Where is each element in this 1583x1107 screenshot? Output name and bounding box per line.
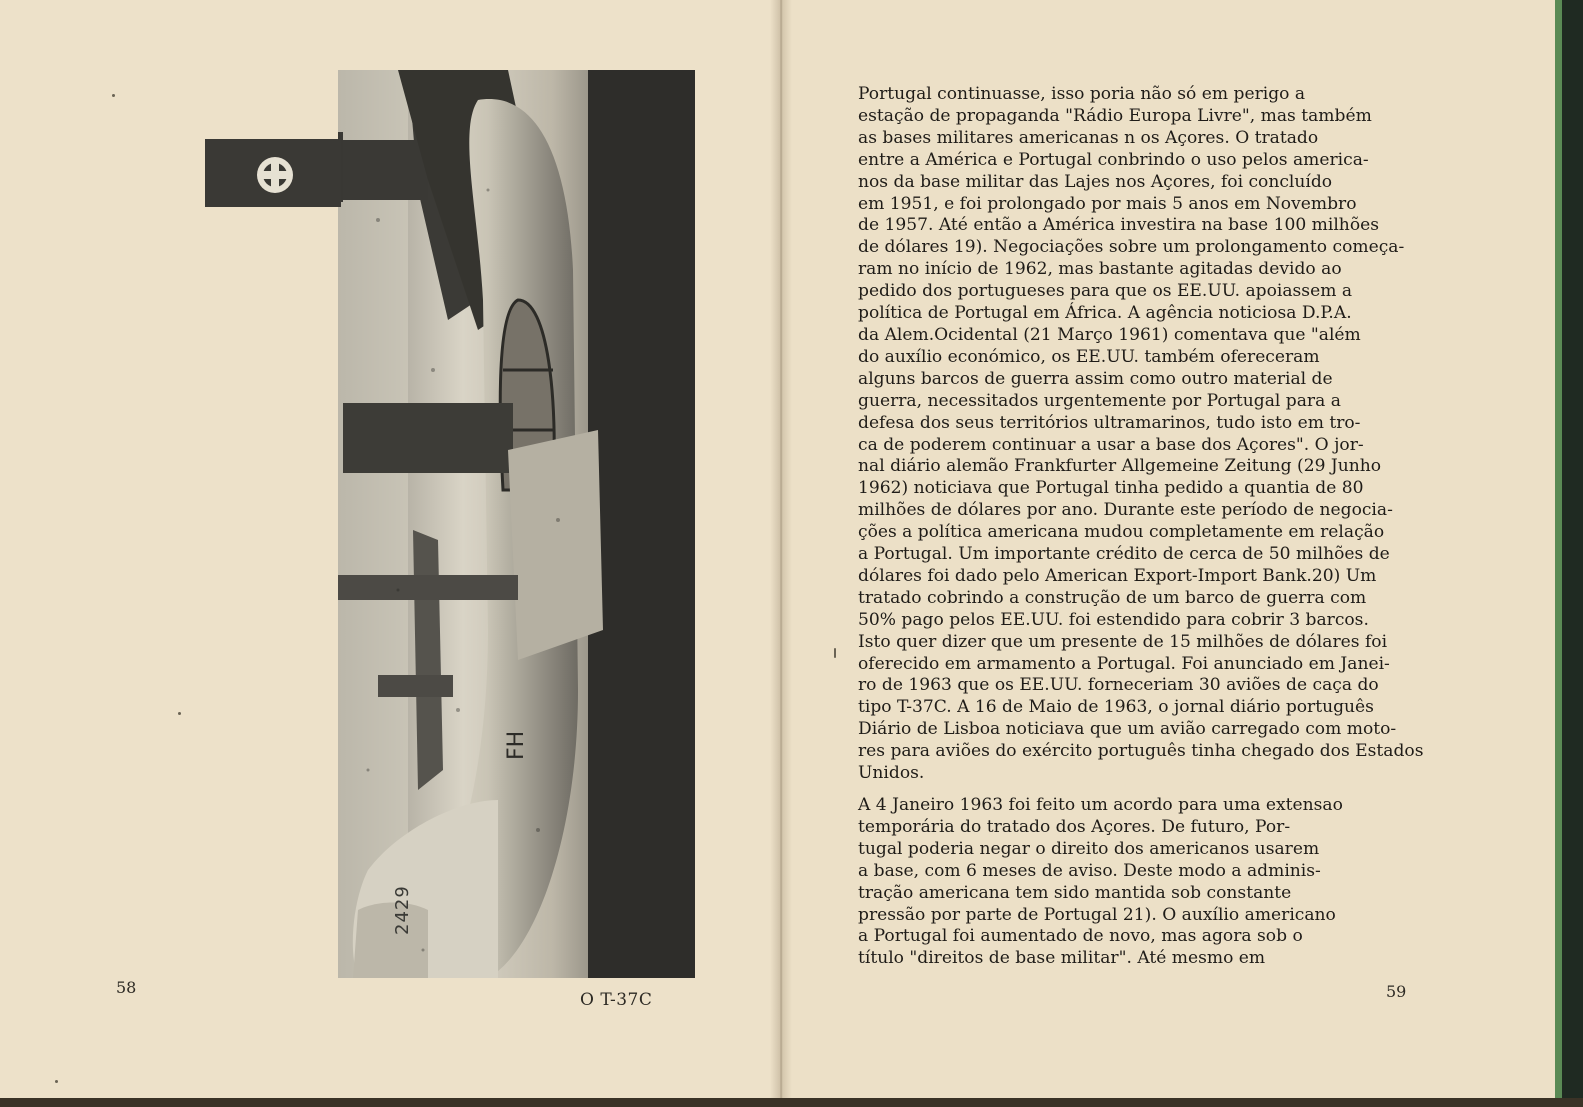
paper-speck [834, 648, 836, 658]
text-line: tração americana tem sido mantida sob constante [858, 882, 1292, 903]
tail-number: 2429 [392, 885, 413, 935]
text-line: 50% pago pelos EE.UU. foi estendido para cobrir 3 barcos. [858, 609, 1369, 630]
text-line: título "direitos de base militar". Até mesmo em [858, 948, 1266, 969]
book-gutter [770, 0, 792, 1098]
paragraph-2 [858, 795, 1498, 970]
paragraph-1 [858, 84, 1498, 785]
text-line: política de Portugal em África. A agência noticiosa D.P.A. [858, 303, 1352, 324]
text-line: estação de propaganda "Rádio Europa Livre", mas também [858, 105, 1372, 126]
text-line: entre a América e Portugal conbrindo o uso pelos america- [858, 149, 1369, 170]
text-line: res para aviões do exército português tinha chegado dos Estados [858, 741, 1424, 762]
text-line: ram no início de 1962, mas bastante agitadas devido ao [858, 259, 1342, 280]
text-line: Unidos. [858, 763, 925, 784]
text-line: milhões de dólares por ano. Durante este período de negocia- [858, 500, 1393, 521]
text-line: ro de 1963 que os EE.UU. forneceriam 30 aviões de caça do [858, 675, 1379, 696]
text-line: nos da base militar das Lajes nos Açores, foi concluído [858, 171, 1333, 192]
photo-caption: O T-37C [580, 990, 653, 1010]
left-page [0, 0, 780, 1098]
text-line: 1962) noticiava que Portugal tinha pedido a quantia de 80 [858, 478, 1364, 499]
text-line: oferecido em armamento a Portugal. Foi anunciado em Janei- [858, 653, 1390, 674]
text-line: a Portugal foi aumentado de novo, mas agora sob o [858, 926, 1303, 947]
text-line: tipo T-37C. A 16 de Maio de 1963, o jornal diário português [858, 697, 1374, 718]
text-line: Isto quer dizer que um presente de 15 milhões de dólares foi [858, 631, 1388, 652]
paper-speck [178, 712, 181, 715]
bottom-background-edge [0, 1098, 1583, 1107]
paper-speck [112, 94, 115, 97]
text-line: tugal poderia negar o direito dos americanos usarem [858, 838, 1320, 859]
text-line: tratado cobrindo a construção de um barco de guerra com [858, 587, 1367, 608]
text-line: a Portugal. Um importante crédito de cerca de 50 milhões de [858, 544, 1390, 565]
page-number-right: 59 [1386, 982, 1407, 1001]
text-line: de dólares 19). Negociações sobre um prolongamento começa- [858, 237, 1405, 258]
t37-aircraft-photo [338, 70, 695, 978]
text-line: pressão por parte de Portugal 21). O auxílio americano [858, 904, 1336, 925]
svg-text:FH: FH [504, 730, 529, 760]
text-line: do auxílio económico, os EE.UU. também ofereceram [858, 346, 1320, 367]
text-line: temporária do tratado dos Açores. De futuro, Por- [858, 816, 1291, 837]
text-line: defesa dos seus territórios ultramarinos, tudo isto em tro- [858, 412, 1361, 433]
text-line: de 1957. Até então a América investira na base 100 milhões [858, 215, 1380, 236]
page-number-left: 58 [116, 978, 137, 997]
text-line: guerra, necessitados urgentemente por Portugal para a [858, 390, 1341, 411]
text-line: alguns barcos de guerra assim como outro material de [858, 368, 1333, 389]
paper-speck [55, 1080, 58, 1083]
text-line: pedido dos portugueses para que os EE.UU. apoiassem a [858, 281, 1353, 302]
text-line: da Alem.Ocidental (21 Março 1961) comentava que "além [858, 324, 1361, 345]
text-line: Portugal continuasse, isso poria não só em perigo a [858, 84, 1306, 104]
text-line: em 1951, e foi prolongado por mais 5 anos em Novembro [858, 193, 1357, 214]
text-line: dólares foi dado pelo American Export-Import Bank.20) Um [858, 565, 1377, 586]
tail-fin-roundel-icon [205, 135, 341, 211]
text-line: as bases militares americanas n os Açores. O tratado [858, 127, 1319, 148]
text-line: Diário de Lisboa noticiava que um avião carregado com moto- [858, 719, 1397, 740]
text-line: a base, com 6 meses de aviso. Deste modo a adminis- [858, 860, 1321, 881]
green-edge [1555, 0, 1562, 1107]
text-line: ca de poderem continuar a usar a base dos Açores". O jor- [858, 434, 1364, 455]
right-background-edge [1555, 0, 1583, 1107]
body-text [858, 84, 1498, 970]
text-line: ções a política americana mudou completamente em relação [858, 522, 1385, 543]
text-line: nal diário alemão Frankfurter Allgemeine Zeitung (29 Junho [858, 456, 1382, 477]
text-line: A 4 Janeiro 1963 foi feito um acordo para uma extensao [858, 795, 1343, 815]
